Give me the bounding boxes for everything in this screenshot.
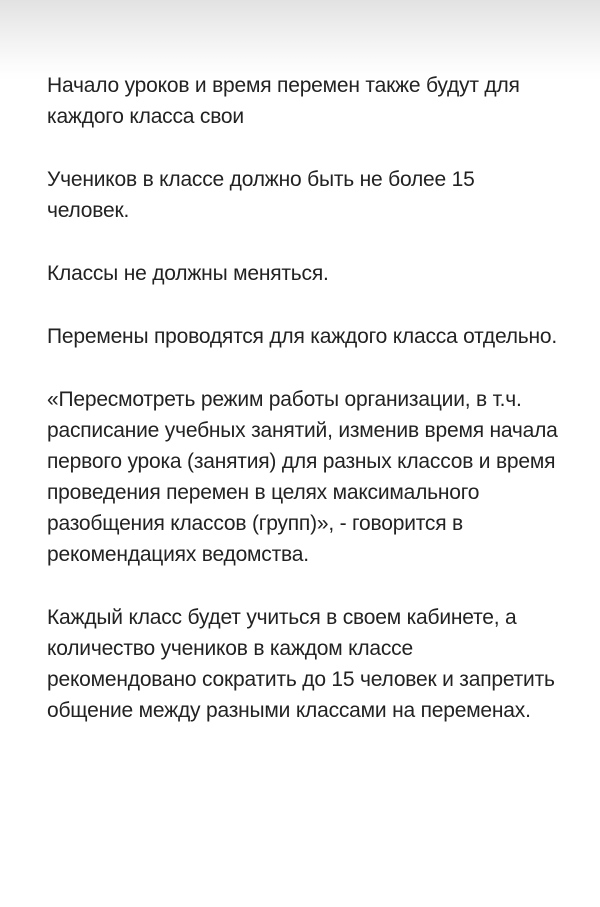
paragraph-quote: «Пересмотреть режим работы организации, в т.ч. расписание учебных занятий, изменив время начала первого урока (занятия) для разных классов и время проведения перемен в целях максимального разобщения классов (групп)», - говорится в рекомендациях ведомства. xyxy=(47,388,558,566)
top-fade xyxy=(0,0,600,80)
paragraph-student-limit: Учеников в классе должно быть не более 15 человек. xyxy=(47,168,475,222)
paragraph-separate-breaks: Перемены проводятся для каждого класса отдельно. xyxy=(47,325,558,348)
paragraph-own-classroom: Каждый класс будет учиться в своем кабинете, а количество учеников в каждом классе рекомендовано сократить до 15 человек и запретить общение между разными классами на переменах. xyxy=(47,606,555,722)
paragraph-lesson-start: Начало уроков и время перемен также будут для каждого класса свои xyxy=(47,74,520,128)
article-text xyxy=(47,70,562,726)
paragraph-classes-fixed: Классы не должны меняться. xyxy=(47,262,329,285)
